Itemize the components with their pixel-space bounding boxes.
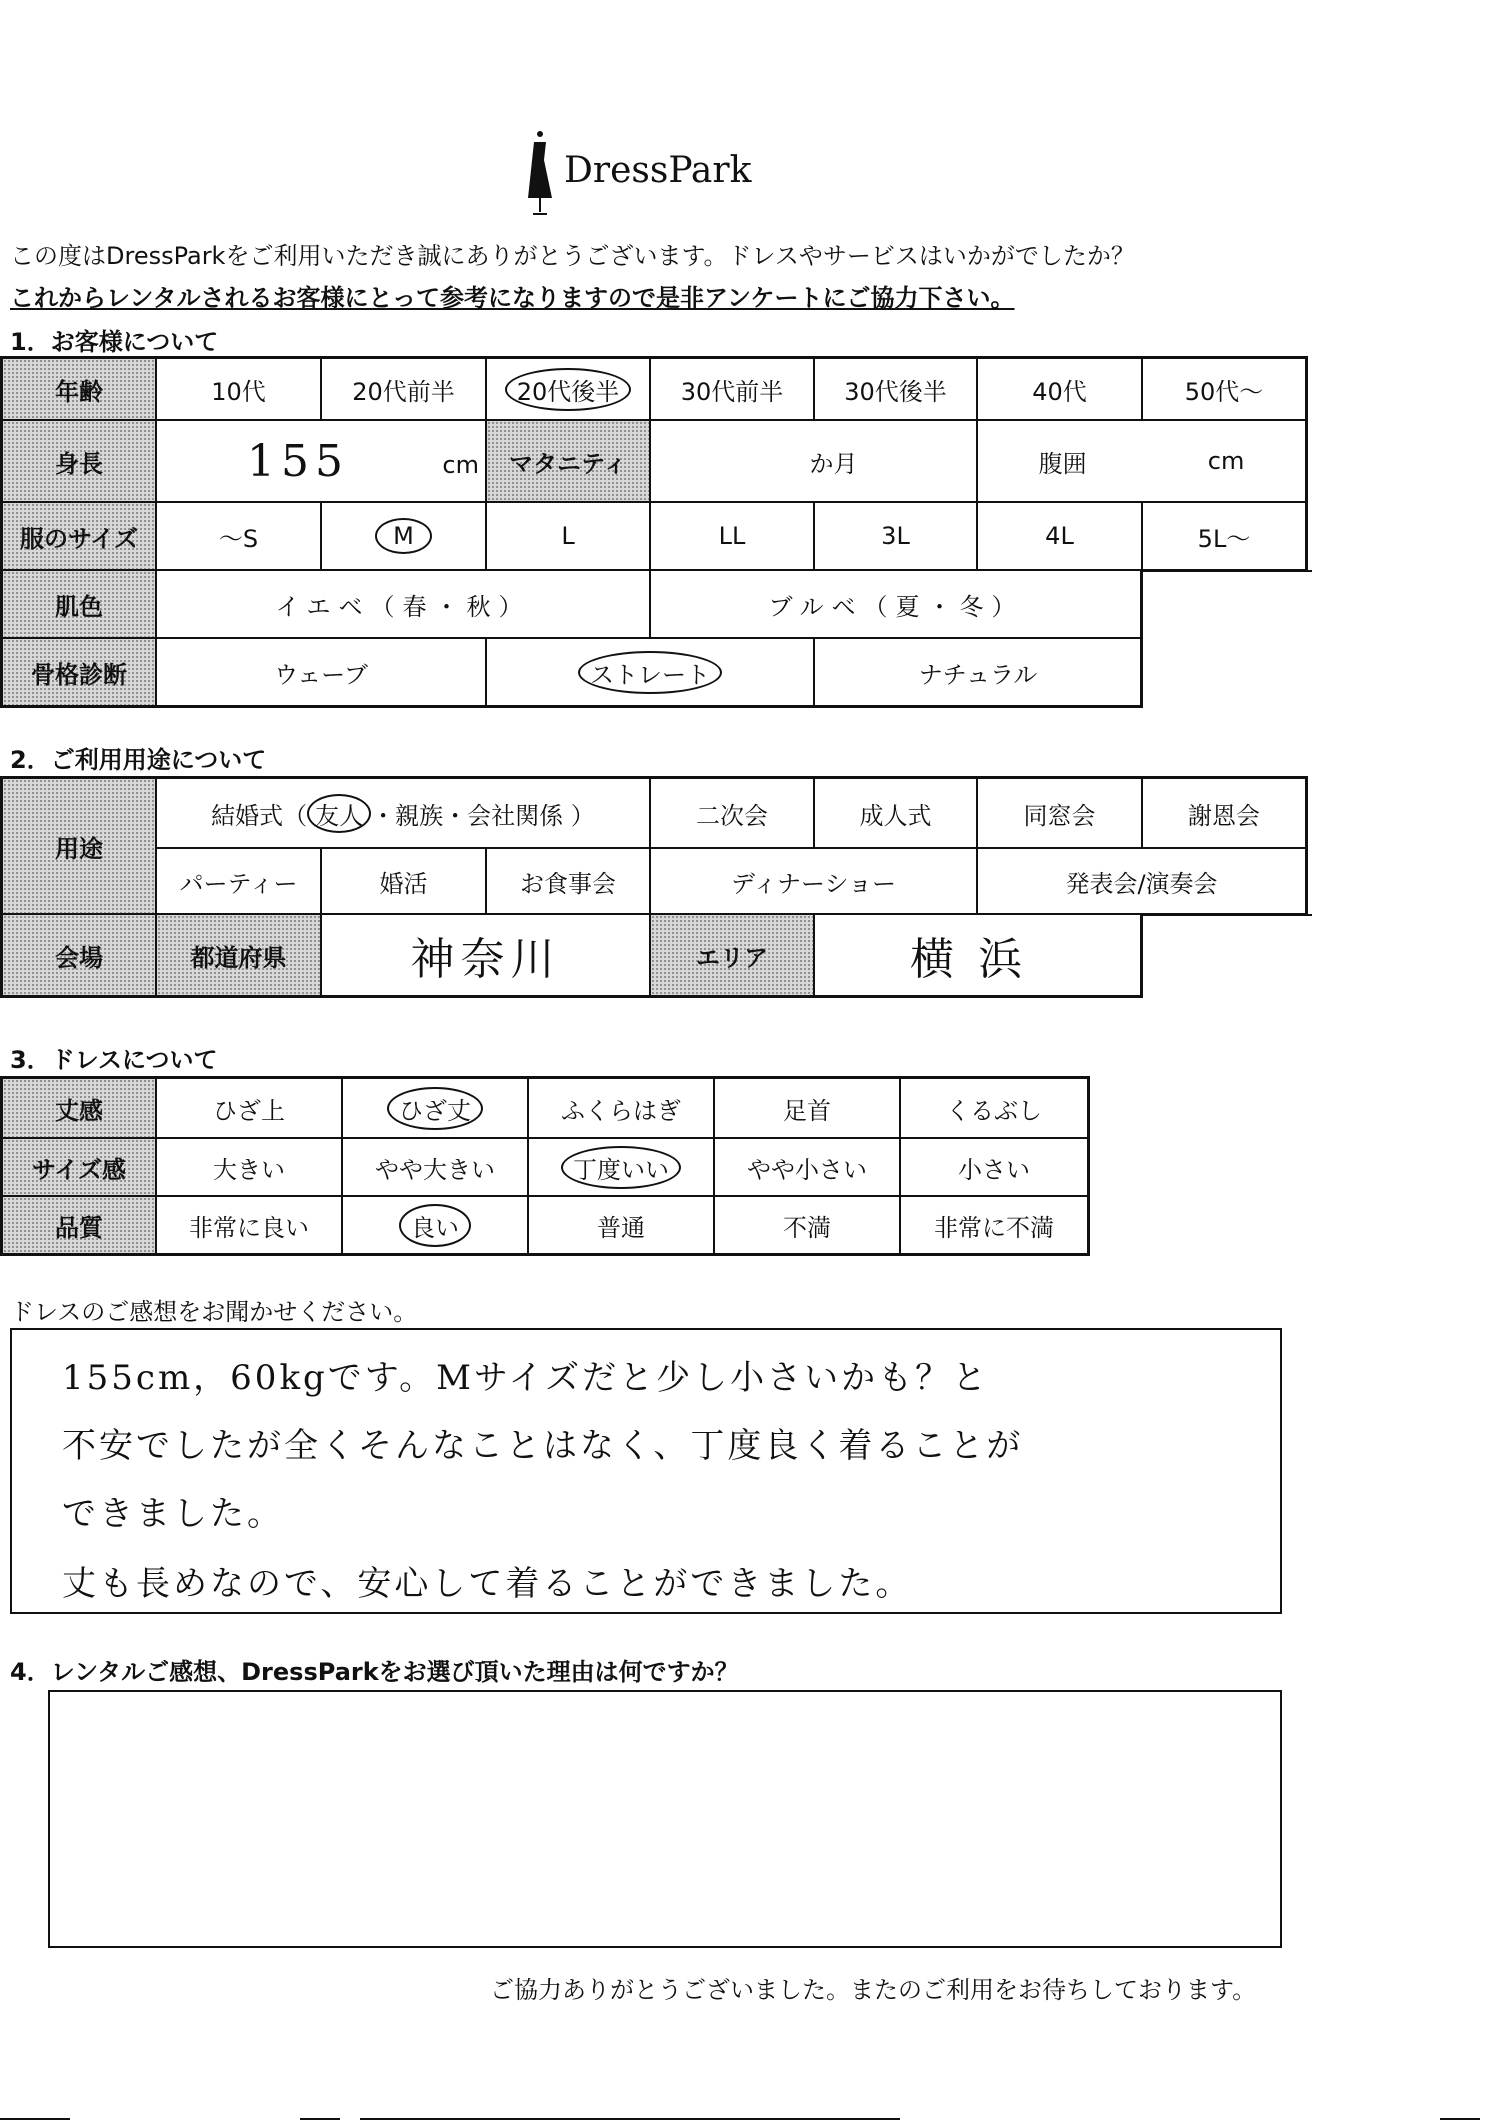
quality-option-selected[interactable] <box>343 1197 529 1253</box>
friend-selected: 友人 <box>307 794 371 833</box>
size-feel-option[interactable]: やや小さい <box>715 1139 901 1197</box>
skin-option[interactable]: ブルベ（夏・冬） <box>651 571 1143 639</box>
table-mask <box>1142 914 1312 1006</box>
table-edge <box>1140 914 1143 998</box>
prefecture-field[interactable] <box>322 915 651 995</box>
usage-table <box>0 776 1308 998</box>
skeleton-option[interactable]: ナチュラル <box>815 639 1143 705</box>
wedding-rest: ・親族・会社関係 ） <box>371 801 595 830</box>
purpose-option[interactable]: 二次会 <box>651 779 815 849</box>
size-option[interactable]: LL <box>651 503 815 571</box>
age-option[interactable]: 30代後半 <box>815 359 978 421</box>
impression-textarea[interactable] <box>10 1328 1282 1614</box>
selected-circle: ひざ丈 <box>387 1087 483 1130</box>
section-1-title: 1．お客様について <box>10 328 219 356</box>
wedding-prefix: 結婚式（ <box>211 801 308 830</box>
size-option[interactable]: 4L <box>978 503 1143 571</box>
impression-line: 丈も長めなので、安心して着ることができました。 <box>62 1564 913 1604</box>
section-4-title: 4．レンタルご感想、DressParkをお選び頂いた理由は何ですか？ <box>10 1658 739 1686</box>
size-option-selected[interactable] <box>322 503 487 571</box>
quality-label: 品質 <box>3 1197 157 1253</box>
length-option[interactable]: ひざ上 <box>157 1079 343 1139</box>
purpose-option[interactable]: お食事会 <box>487 849 651 915</box>
section-3-title: 3．ドレスについて <box>10 1046 218 1074</box>
logo <box>520 128 780 218</box>
height-value-cell[interactable] <box>157 421 487 503</box>
age-option-selected[interactable] <box>487 359 651 421</box>
wedding-option[interactable] <box>157 779 651 849</box>
logo-text: DressPark <box>564 150 752 191</box>
area-label: エリア <box>651 915 815 995</box>
month-label: か月 <box>809 449 858 478</box>
length-option[interactable]: 足首 <box>715 1079 901 1139</box>
quality-option[interactable]: 不満 <box>715 1197 901 1253</box>
purpose-option[interactable]: 成人式 <box>815 779 978 849</box>
purpose-option[interactable]: 婚活 <box>322 849 487 915</box>
selected-circle: M <box>375 518 432 554</box>
footer-rule <box>0 2118 70 2120</box>
table-mask <box>1142 570 1312 712</box>
size-feel-option[interactable]: 大きい <box>157 1139 343 1197</box>
size-feel-option[interactable]: やや大きい <box>343 1139 529 1197</box>
skin-label: 肌色 <box>3 571 157 639</box>
size-feel-option[interactable]: 小さい <box>901 1139 1087 1197</box>
age-option[interactable]: 30代前半 <box>651 359 815 421</box>
selected-circle: 良い <box>399 1204 471 1247</box>
age-option[interactable]: 50代〜 <box>1143 359 1305 421</box>
skin-option[interactable]: イエベ（春・秋） <box>157 571 651 639</box>
skeleton-label: 骨格診断 <box>3 639 157 705</box>
impression-line: 155cm，60kgです。Mサイズだと少し小さいかも？と <box>62 1358 990 1398</box>
intro-line-2: これからレンタルされるお客様にとって参考になりますので是非アンケートにご協力下さい。 <box>10 284 1015 312</box>
prefecture-value: 神奈川 <box>410 934 561 985</box>
length-label: 丈感 <box>3 1079 157 1139</box>
maternity-label: マタニティ <box>487 421 651 503</box>
footer-rule <box>1440 2118 1480 2120</box>
skeleton-option[interactable]: ウェーブ <box>157 639 487 705</box>
size-option[interactable]: 3L <box>815 503 978 571</box>
customer-table <box>0 356 1308 708</box>
size-option[interactable]: 〜S <box>157 503 322 571</box>
waist-label: 腹囲 <box>1038 449 1087 478</box>
size-label: 服のサイズ <box>3 503 157 571</box>
length-option-selected[interactable] <box>343 1079 529 1139</box>
purpose-label: 用途 <box>3 779 157 915</box>
section-2-title: 2．ご利用用途について <box>10 746 267 774</box>
length-option[interactable]: ふくらはぎ <box>529 1079 715 1139</box>
height-unit: cm <box>442 451 479 479</box>
selected-circle: ストレート <box>578 651 722 694</box>
footer-rule <box>300 2118 340 2120</box>
table-edge <box>1140 570 1143 708</box>
prefecture-label: 都道府県 <box>157 915 322 995</box>
venue-label: 会場 <box>3 915 157 995</box>
area-value: 横浜 <box>910 934 1046 985</box>
reason-textarea[interactable] <box>48 1690 1282 1948</box>
purpose-option[interactable]: 謝恩会 <box>1143 779 1305 849</box>
height-value: 155 <box>247 435 349 487</box>
age-option[interactable]: 20代前半 <box>322 359 487 421</box>
height-label: 身長 <box>3 421 157 503</box>
size-feel-label: サイズ感 <box>3 1139 157 1197</box>
maternity-month-field[interactable] <box>651 421 978 503</box>
impression-label: ドレスのご感想をお聞かせください。 <box>10 1298 418 1326</box>
quality-option[interactable]: 普通 <box>529 1197 715 1253</box>
size-option[interactable]: L <box>487 503 651 571</box>
impression-line: できました。 <box>62 1494 284 1534</box>
intro-line-1: この度はDressParkをご利用いただき誠にありがとうございます。ドレスやサービスはいかがでしたか？ <box>10 242 1135 270</box>
waist-unit: cm <box>1207 447 1245 475</box>
impression-line: 不安でしたが全くそんなことはなく、丁度良く着ることが <box>62 1426 1024 1466</box>
footer-rule <box>360 2118 900 2120</box>
age-label: 年齢 <box>3 359 157 421</box>
dress-table <box>0 1076 1090 1256</box>
age-option[interactable]: 40代 <box>978 359 1143 421</box>
thanks-text: ご協力ありがとうございました。またのご利用をお待ちしております。 <box>490 1976 1257 2004</box>
length-option[interactable]: くるぶし <box>901 1079 1087 1139</box>
purpose-option[interactable]: 同窓会 <box>978 779 1143 849</box>
area-field[interactable] <box>815 915 1143 995</box>
selected-circle: 20代後半 <box>505 368 632 411</box>
selected-circle: 丁度いい <box>561 1146 681 1189</box>
purpose-option[interactable]: パーティー <box>157 849 322 915</box>
purpose-option[interactable]: 発表会/演奏会 <box>978 849 1305 915</box>
waist-field[interactable] <box>978 421 1305 503</box>
dress-icon <box>520 128 560 218</box>
quality-option[interactable]: 非常に不満 <box>934 1213 1054 1242</box>
age-option[interactable]: 10代 <box>157 359 322 421</box>
purpose-option[interactable]: ディナーショー <box>651 849 978 915</box>
skeleton-option-selected[interactable] <box>487 639 815 705</box>
quality-option[interactable]: 非常に良い <box>157 1197 343 1253</box>
size-feel-option-selected[interactable] <box>529 1139 715 1197</box>
size-option[interactable]: 5L〜 <box>1143 503 1305 571</box>
